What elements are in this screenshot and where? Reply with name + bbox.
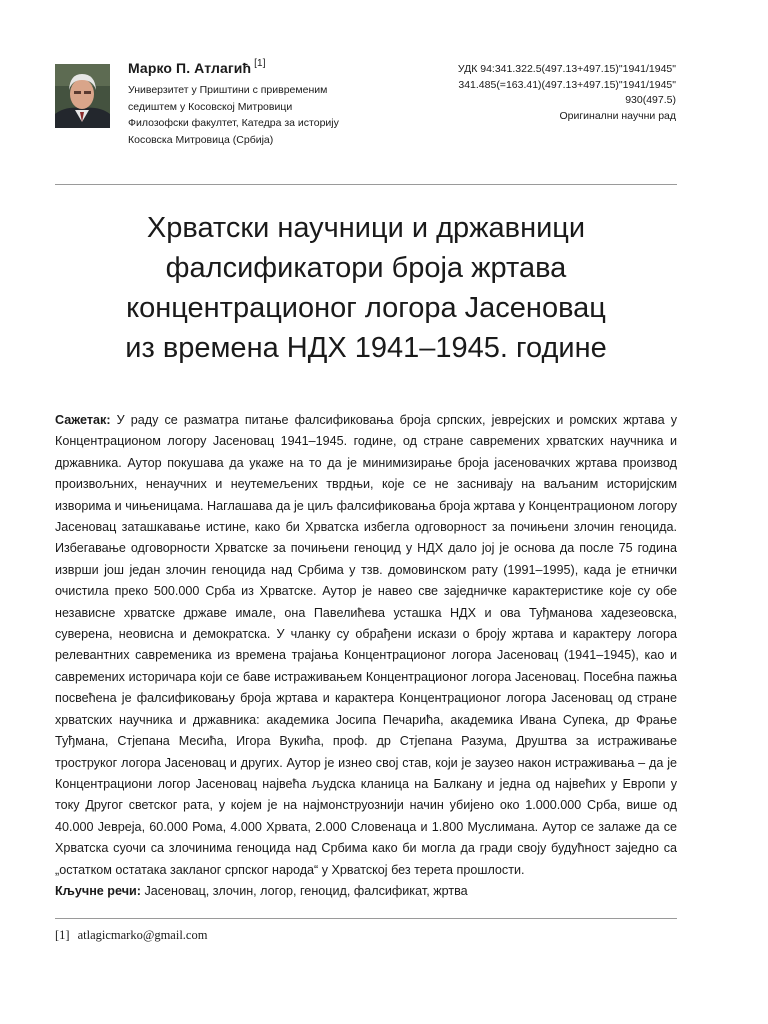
keywords (55, 881, 677, 901)
title-line: концентрационог логора Јасеновац (126, 292, 606, 324)
abstract (55, 410, 677, 881)
footnote (55, 926, 677, 944)
article-title (55, 208, 677, 368)
abstract-label: Сажетак: (55, 413, 111, 427)
header-divider (55, 184, 677, 185)
affiliation-line: Универзитет у Приштини с привременим (128, 84, 328, 96)
udc-line: 341.485(=163.41)(497.13+497.15)"1941/1945" (458, 78, 676, 91)
classification-block (376, 62, 676, 124)
footnote-email[interactable]: atlagicmarko@gmail.com (77, 928, 208, 942)
keywords-label: Кључне речи: (55, 884, 141, 898)
keywords-text: Јасеновац, злочин, логор, геноцид, фалсификат, жртва (144, 884, 468, 898)
author-name-text: Марко П. Атлагић (128, 60, 252, 76)
title-line: из времена НДХ 1941–1945. године (125, 332, 607, 364)
affiliation-line: седиштем у Косовској Митровици (128, 100, 293, 113)
author-photo (55, 64, 110, 128)
footnote-divider (55, 918, 677, 919)
udc-line: 930(497.5) (625, 94, 676, 106)
author-footnote-ref[interactable]: [1] (254, 58, 266, 69)
affiliation-line: Филозофски факултет, Катедра за историју (128, 117, 339, 129)
udc-line: УДК 94:341.322.5(497.13+497.15)"1941/1945" (457, 63, 676, 75)
footnote-mark: [1] (55, 928, 70, 942)
article-type: Оригинални научни рад (559, 109, 676, 122)
affiliation-line: Косовска Митровица (Србија) (128, 133, 274, 146)
title-line: Хрватски научници и државници (146, 212, 586, 244)
title-line: фалсификатори броја жртава (165, 252, 567, 284)
abstract-text: У раду се разматра питање фалсификовања броја српских, јеврејских и ромских жртава у Концентрационом логору Јасеновац 1941–1945. године, од стране савремених хрватских научника и државника. Аутор покушава да укаже на то да је минимизирање броја јасеновачких жртава производ произвољних, ненаучних и неутемељених тврдњи, које се не заснивају на ваљаним историјским изворима и чињеницама. Наглашава да је циљ фалсификовања броја жртава у Концентрационом логору Јасеновац заташкавање истине, како би Хрватска избегла одговорност за почињени злочин геноцида. Избегавање одговорности Хрватске за почињени геноцид у НДХ дало јој је основа да после 75 година изврши још један злочин геноцида над Србима у тзв. домовинском рату (1991–1995), када је етнички очистила преко 500.000 Срба из Хрватске. Аутор је навео све заједничке карактеристике које су обе независне хрватске државе имале, она Павелићева усташка НДХ и ова Туђманова хадезеовска, суверена, неовисна и демократска. У чланку су обрађени искази о броју жртава и карактеру логора релевантних савременика из времена трајања Концентрационог логора Јасеновац (1941–1945), као и савремених историчара који се баве истраживањем Концентрационог логора Јасеновац. Посебна пажња посвећена је фалсификовању броја жртава и карактера Концентрационог логора Јасеновац од стране хрватских научника и државника: академика Јосипа Печарића, академика Ивана Супека, др Фрање Туђмана, Стјепана Месића, Игора Вукића, проф. др Стјепана Разума, Друштва за истраживање троструког логора Јасеновац и других. Аутор је изнео свој став, који је заузео након истраживања – да је Концентрациони логор Јасеновац највећа људска кланица на Балкану и једна од највећих у Европи у току Другог светског рата, у којем је на најмонструознији начин убијено око 1.000.000 Срба, више од 40.000 Јевреја, 60.000 Рома, 4.000 Хрвата, 2.000 Словенаца и 1.800 Муслимана. Аутор се залаже да се Хрватска суочи са злочинима геноцида над Србима како би могла да гради своју будућност заједно са „остатком остатака закланог српског народа“ у Хрватској без терета прошлости. (55, 413, 677, 877)
